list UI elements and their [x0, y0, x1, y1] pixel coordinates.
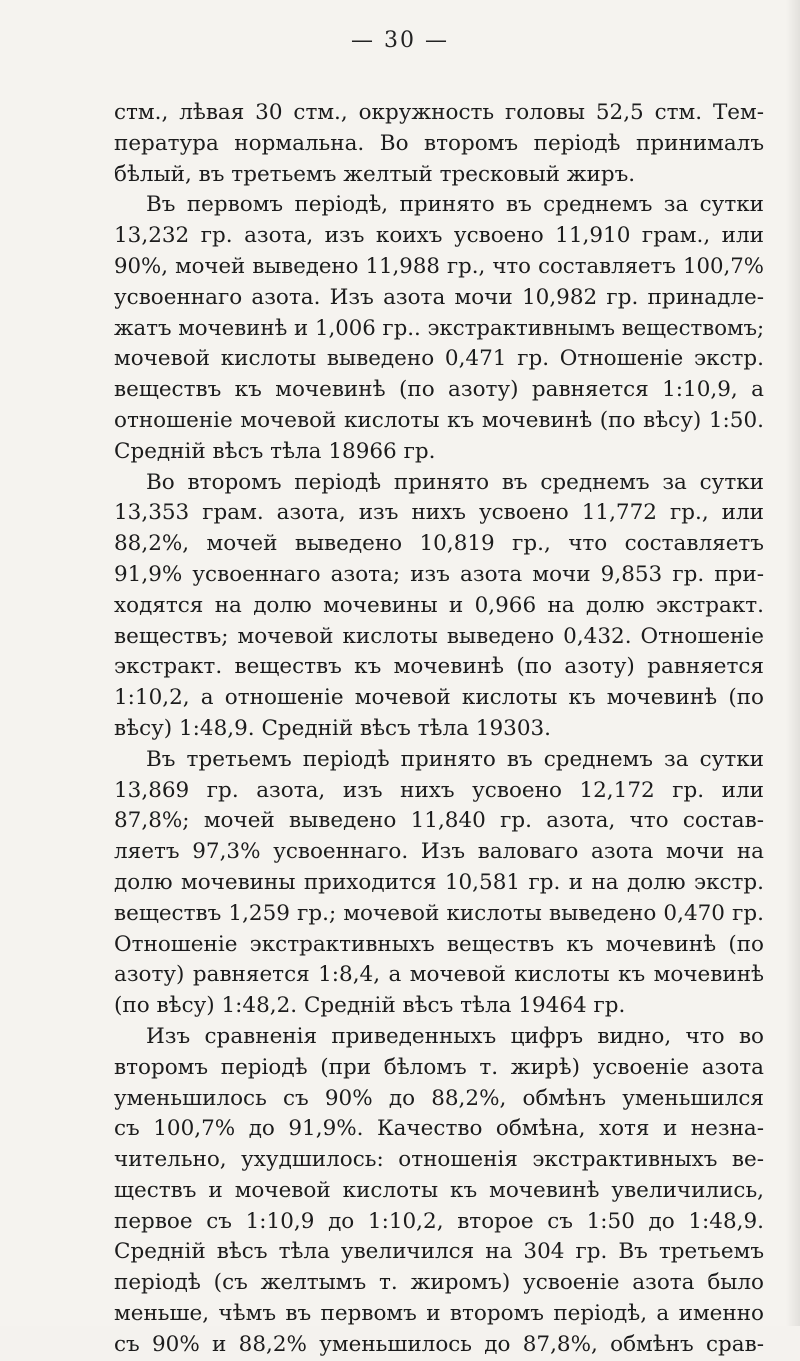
text-line: экстракт. веществъ къ мочевинѣ (по азоту) равняется	[114, 654, 764, 680]
body-text	[114, 98, 764, 1361]
text-line: ществъ и мочевой кислоты къ мочевинѣ увеличились,	[114, 1177, 764, 1203]
text-line: Въ третьемъ періодѣ принято въ среднемъ за сутки	[146, 746, 764, 772]
text-line: 91,9% усвоеннаго азота; изъ азота мочи 9,853 гр. при-	[114, 561, 764, 587]
text-line: Средній вѣсъ тѣла 18966 гр.	[114, 438, 436, 464]
text-line: Въ первомъ періодѣ, принято въ среднемъ за сутки	[146, 192, 764, 218]
text-line: усвоеннаго азота. Изъ азота мочи 10,982 гр. принадле-	[114, 284, 764, 310]
text-line: Во второмъ періодѣ принято въ среднемъ за сутки	[146, 469, 764, 495]
text-line: жатъ мочевинѣ и 1,006 гр.. экстрактивнымъ веществомъ;	[114, 315, 765, 341]
text-line: мочевой кислоты выведено 0,471 гр. Отношеніе экстр.	[114, 346, 764, 372]
text-line: веществъ; мочевой кислоты выведено 0,432. Отношеніе	[114, 623, 764, 649]
text-line: ходятся на долю мочевины и 0,966 на долю экстракт.	[114, 592, 764, 618]
text-line: періодѣ (съ желтымъ т. жиромъ) усвоеніе азота было	[114, 1270, 764, 1296]
text-line: первое съ 1:10,9 до 1:10,2, второе съ 1:50 до 1:48,9.	[114, 1208, 764, 1234]
text-line: 1:10,2, а отношеніе мочевой кислоты къ мочевинѣ (по	[114, 685, 764, 711]
text-line: веществъ 1,259 гр.; мочевой кислоты выведено 0,470 гр.	[114, 900, 764, 926]
text-line: вѣсу) 1:48,9. Средній вѣсъ тѣла 19303.	[114, 715, 552, 741]
text-line: пература нормальна. Во второмъ періодѣ принималъ	[114, 130, 764, 156]
text-line: 13,353 грам. азота, изъ нихъ усвоено 11,772 гр., или	[114, 500, 764, 526]
text-line: стм., лѣвая 30 стм., окружность головы 52,5 стм. Тем-	[114, 100, 764, 125]
page-number: — 30 —	[351, 28, 449, 53]
text-line: второмъ періодѣ (при бѣломъ т. жирѣ) усвоеніе азота	[114, 1054, 764, 1080]
text-line: 13,232 гр. азота, изъ коихъ усвоено 11,910 грам., или	[114, 223, 764, 249]
text-line: 88,2%, мочей выведено 10,819 гр., что составляетъ	[114, 531, 764, 557]
text-line: 13,869 гр. азота, изъ нихъ усвоено 12,172 гр. или	[114, 777, 764, 803]
text-line: отношеніе мочевой кислоты къ мочевинѣ (по вѣсу) 1:50.	[114, 407, 764, 433]
text-line: чительно, ухудшилось: отношенія экстрактивныхъ ве-	[114, 1147, 764, 1173]
text-line: Изъ сравненія приведенныхъ цифръ видно, что во	[146, 1023, 764, 1049]
page-edge-shadow	[786, 0, 800, 1326]
text-line: ляетъ 97,3% усвоеннаго. Изъ валоваго азота мочи на	[114, 839, 764, 865]
text-line: меньше, чѣмъ въ первомъ и второмъ періодѣ, а именно	[114, 1301, 764, 1327]
text-line: (по вѣсу) 1:48,2. Средній вѣсъ тѣла 19464 гр.	[114, 993, 626, 1019]
text-line: уменьшилось съ 90% до 88,2%, обмѣнъ уменьшился	[114, 1085, 764, 1111]
text-line: веществъ къ мочевинѣ (по азоту) равняется 1:10,9, а	[114, 377, 764, 403]
text-line: долю мочевины приходится 10,581 гр. и на долю экстр.	[114, 869, 764, 895]
text-line: бѣлый, въ третьемъ желтый тресковый жиръ.	[114, 161, 636, 187]
text-line: съ 100,7% до 91,9%. Качество обмѣна, хотя и незна-	[114, 1116, 764, 1142]
text-line: съ 90% и 88,2% уменьшилось до 87,8%, обмѣнъ срав-	[114, 1331, 764, 1357]
text-line: азоту) равняется 1:8,4, а мочевой кислоты къ мочевинѣ	[114, 962, 764, 988]
text-line: Средній вѣсъ тѣла увеличился на 304 гр. Въ третьемъ	[114, 1239, 764, 1265]
text-line: 87,8%; мочей выведено 11,840 гр. азота, что состав-	[114, 808, 764, 834]
text-line: Отношеніе экстрактивныхъ веществъ къ мочевинѣ (по	[114, 931, 764, 957]
text-line: 90%, мочей выведено 11,988 гр., что составляетъ 100,7%	[114, 253, 764, 279]
